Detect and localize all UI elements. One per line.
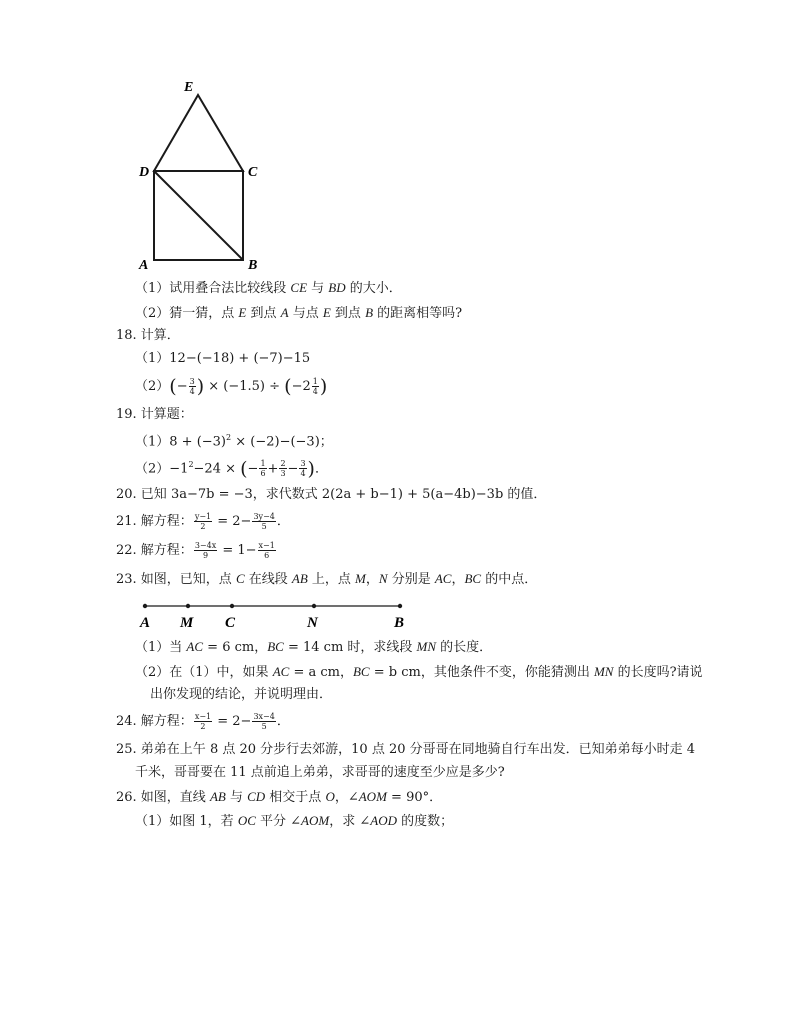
seg-label-m: M — [180, 615, 194, 631]
q17-part2: （2）猜一猜，点 E 到点 A 与点 E 到点 B 的距离相等吗? — [135, 305, 463, 321]
q20-text: 20. 已知 3a−7b = −3，求代数式 2(2a + b−1) + 5(a−4b)−3b 的值． — [116, 487, 547, 502]
q24-equation: 24. 解方程： $\frac{x-1}{2}$ = 2− $\frac{3x-4}{5}$ ． — [116, 712, 290, 731]
q23-part2-line1: （2）在（1）中，如果 AC = a cm，BC = b cm，其他条件不变，你能猜测出 MN 的长度吗?请说 — [135, 664, 703, 680]
label-b: B — [248, 258, 258, 273]
q18-part1: （1）12−(−18) + (−7)−15 — [135, 351, 311, 366]
seg-label-b: B — [394, 615, 405, 631]
q23-text: 23. 如图，已知，点 C 在线段 AB 上，点 M，N 分别是 AC，BC 的中点． — [116, 571, 538, 587]
q23-part2-line2: 出你发现的结论，并说明理由． — [150, 687, 333, 702]
point-c — [230, 604, 234, 608]
q25-line2: 千米，哥哥要在 11 点前追上弟弟，求哥哥的速度至少应是多少? — [135, 765, 505, 780]
seg-label-a: A — [140, 615, 151, 631]
point-n — [312, 604, 316, 608]
square-triangle-figure — [130, 75, 270, 275]
q18-title: 18. 计算． — [116, 328, 180, 343]
q19-part1: $(1)8 + (-3)^2 \times (-2)-(-3)$； — [135, 433, 333, 450]
label-e: E — [184, 80, 194, 95]
label-d: D — [139, 165, 150, 180]
q23-part1: （1）当 AC = 6 cm，BC = 14 cm 时，求线段 MN 的长度． — [135, 639, 493, 655]
q17-part1: （1）试用叠合法比较线段 CE 与 BD 的大小． — [135, 280, 402, 296]
diagonal-db — [154, 171, 243, 260]
q21-equation: 21. 解方程： $\frac{y-1}{2}$ = 2− $\frac{3y-4}{5}$ ． — [116, 512, 290, 531]
q22-equation: 22. 解方程： $\frac{3-4x}{9}$ = 1− $\frac{x-1}{6}$ — [116, 541, 275, 560]
seg-label-c: C — [225, 615, 236, 631]
label-c: C — [248, 165, 258, 180]
label-a: A — [139, 258, 149, 273]
q26-part1: （1）如图 1，若 OC 平分 ∠AOM，求 ∠AOD 的度数； — [135, 813, 454, 829]
seg-label-n: N — [307, 615, 318, 631]
segment-figure — [135, 597, 420, 633]
point-a — [143, 604, 147, 608]
q19-title: 19. 计算题： — [116, 407, 193, 422]
q25-line1: 25. 弟弟在上午 8 点 20 分步行去郊游，10 点 20 分哥哥在同地骑自行车出发．已知弟弟每小时走 4 — [116, 742, 696, 757]
q18-part2: （2）(− $\frac{3}{4}$ ) × (−1.5) ÷ (−2 $\frac{1}{4}$ ) — [135, 375, 328, 398]
q19-part2: $(2)-1^2-24$ × (− $\frac{1}{6}$ + $\frac{2}{3}$ − $\frac{3}{4}$ )． — [135, 457, 328, 480]
triangle-dec — [154, 95, 243, 171]
point-m — [186, 604, 190, 608]
point-b — [398, 604, 402, 608]
q26-text: 26. 如图，直线 AB 与 CD 相交于点 O，∠AOM = 90°． — [116, 789, 443, 805]
